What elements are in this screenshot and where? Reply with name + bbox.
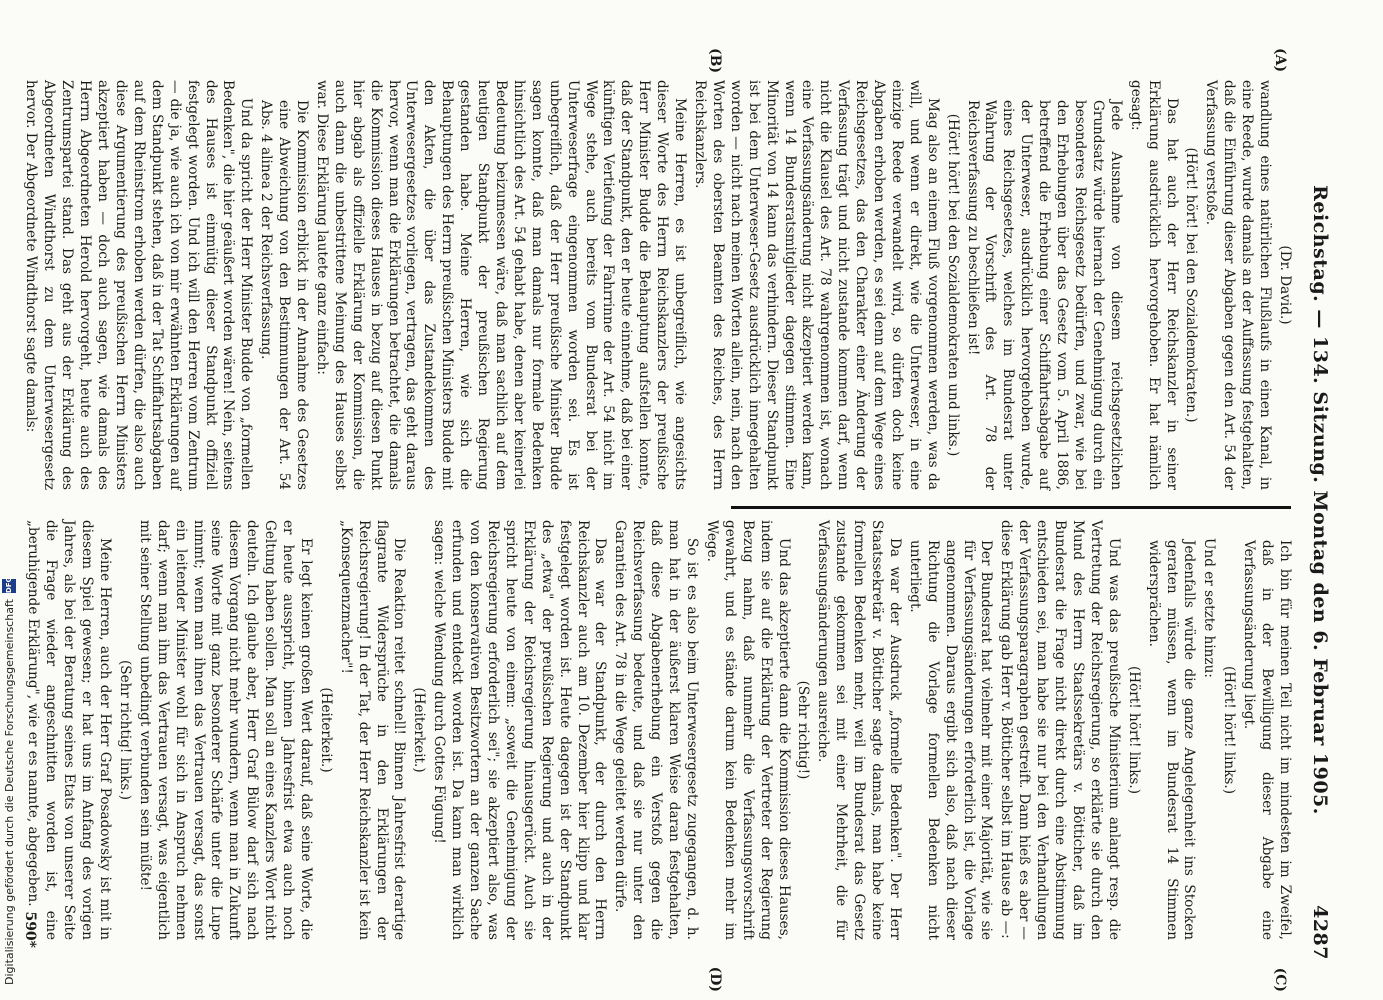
interjection: (Sehr richtig!) (795, 680, 812, 780)
paragraph: Meine Herren, es ist unbegreiflich, wie angesichts dieser Worte des Herrn Reichskanzlers der preußische Herr Minister Budde die Behauptung aufstellen konnte, daß der Standpunkt, den er heute einnehme, daß bei einer künftigen Vertiefung der Fahrrinne der Art. 54 nicht im Wege stehe, auch bereits vom Bundesrat bei der Unterweserfrage eingenommen worden sei. Es ist unbegreiflich, daß der Herr preußische Minister Budde sagen konnte, daß man damals nur formale Bedenken hinsichtlich des Art. 54 gehabt habe, denen aber keinerlei Bedeutung beizumessen wäre, daß man sachlich auf dem heutigen Standpunkt der preußischen Regierung gestanden habe. Meine Herren, wie sich die Behauptungen des Herrn preußischen Ministers Budde mit den Akten, die über das Zustandekommen des Unterwesergesetzes vorliegen, vertragen, das geht daraus hervor, wenn man die Erklärungen betrachtet, die damals die Kommission dieses Hauses in bezug auf diesen Punkt hier abgab als offizielle Erklärung der Kommission, die auch dann die unbestrittene Meinung des Hauses selbst war. Diese Erklärung lautete ganz einfach: (313, 80, 689, 490)
margin-mark-d: (D) (707, 966, 723, 992)
paragraph: Und da spricht der Herr Minister Budde von „formellen Bedenken", die hier geäußert worden wären! Nein, seitens des Hauses ist einmütig dieser Standpunkt offiziell festgelegt worden. Und ich will den Herren vom Zentrum — die ja, wie auch ich von mir erwähnten Erklärungen auf dem Standpunkt stehen, daß in der Tat Schiffahrtsabgaben auf dem Rheinstrom erhoben werden dürfen, die also auch diese Argumentierung des preußischen Herrn Ministers akzeptiert haben — doch auch sagen, wie damals des Herrn Abgeordneten Herold hervorgeht, heute auch des Zentrumspartei stand. Das geht aus der Erklärung des Abgeordneten Windthorst zu dem Unterwesergesetz hervor. Der Abgeordnete Windthorst sagte damals: (23, 80, 255, 490)
paragraph: Das hat auch der Herr Reichskanzler in seiner Erklärung ausdrücklich hervorgehoben. Er hat nämlich gesagt: (1127, 80, 1180, 490)
paragraph: Die Reaktion reitet schnell! Binnen Jahresfrist derartige flagrante Widersprüche in den Erklärungen der Reichsregierung! In der Tat, der Herr Reichskanzler ist kein „Konsequenzmacher"! (337, 520, 408, 940)
paragraph: Und er setzte hinzu: (1201, 538, 1218, 678)
paragraph: Das war der Standpunkt, der durch den Herrn Reichskanzler auch am 10. Dezember hier klipp und klar festgelegt worden ist. Heute dagegen ist der Standpunkt des „etwa" der preußischen Regierung und auch in der Erklärung der Reichsregierung hinausgerückt. Auch sie spricht heute von einem: „soweit die Genehmigung der Reichsregierung erforderlich sei"; sie akzeptiert also, was von den konservativen Besitzwortern an der ganzen Sache erfunden und entdeckt worden ist. Da kann man wirklich sagen: welche Wendung durch Gottes Fügung! (431, 520, 609, 940)
sheet-number: 590* (22, 911, 38, 948)
page-number: 4287 (1309, 905, 1331, 960)
paragraph: Mag also an einem Fluß vorgenommen werden, was da will, und wenn er direkt, wie die Unterweser, in eine einzige Reede verwandelt wird, so dürfen doch keine Abgaben erhoben werden, es sei denn auf dem Wege eines Reichsgesetzes, das den Charakter einer Änderung der Verfassung trägt und nicht zustande kommen darf, wenn nicht die Klausel des Art. 78 wahrgenommen ist, wonach eine Verfassungsänderung nicht akzeptiert werden kann, wenn 14 Bundesratsmitglieder dagegen stimmen. Eine Minorität von 14 kann das verhindern. Dieser Standpunkt ist bei dem Unterweser-Gesetz ausdrücklich innegehalten worden — nicht nach meinen Worten allein, nein, nach den Worten des obersten Beamten des Reiches, des Herrn Reichskanzlers. (692, 80, 941, 490)
interjection: (Hört! hört! links.) (1221, 665, 1238, 795)
quotation: Der Bundesrat hat vielmehr mit einer Majorität, wie sie für Verfassungsänderungen erforderlich ist, die Vorlage angenommen. Daraus ergibt sich also, daß nach dieser Richtung die Vorlage formellen Bedenken nicht unterliegt. (906, 540, 995, 940)
interjection: (Sehr richtig! links.) (116, 659, 133, 801)
header-title: Reichstag. — 134. Sitzung. Montag den 6. Februar 1905. (1309, 185, 1331, 815)
margin-mark-a: (A) (1272, 48, 1288, 73)
interjection: (Hört! hört! bei den Sozialdemokraten.) (1183, 147, 1200, 423)
left-column (23, 80, 1293, 490)
page-header (1301, 40, 1331, 960)
margin-mark-c: (C) (1272, 967, 1288, 992)
paragraph: Und das akzeptierte dann die Kommission dieses Hauses, indem sie auf die Erklärung der Vertreter der Regierung Bezug nahm, daß nunmehr die Verfassungsvorschrift gewahrt, und es stände darum kein Bedenken mehr im Wege. (703, 520, 792, 940)
margin-mark-b: (B) (707, 48, 723, 74)
interjection: (Heiterkeit.) (411, 687, 428, 773)
paragraph: Und was das preußische Ministerium anlangt resp. die Vertretung der Reichsregierung, so erklärte sie durch den Mund des Herrn Staatssekretärs v. Bötticher, daß im Bundesrat die Frage nicht direkt durch eine Abstimmung entschieden sei, man habe sie nur bei den Verhandlungen der Verfassungsparagraphen gestreift. Dann hieß es aber — diese Erklärung gab Herr v. Bötticher selbst im Hause ab —: (998, 520, 1122, 940)
speaker-label: (Dr. David.) (1277, 245, 1293, 325)
interjection: (Hört! hört! links.) (1125, 665, 1142, 795)
quotation: Ich bin für meinen Teil nicht im mindesten im Zweifel, daß in der Bewilligung dieser Abgabe eine Verfassungsänderung liegt. (1241, 540, 1293, 940)
quotation: Jede Ausnahme von diesem reichsgesetzlichen Grundsatz würde hiernach der Genehmigung durch ein besonderes Reichsgesetz bedürfen, und zwar, wie bei den Erhebungen über das Gesetz vom 5. April 1886, betreffend die Erhebung einer Schiffahrtsabgabe auf der Unterweser, ausdrücklich hervorgehoben wurde, eines Reichsgesetzes, welches im Bundesrat unter Wahrung der Vorschrift des Art. 78 der Reichsverfassung zu beschließen ist! (964, 100, 1124, 490)
credit-text: Digitalisierung gefördert durch die Deutsche Forschungsgemeinschaft (2, 599, 16, 985)
quotation: Die Kommission erblickt in der Annahme des Gesetzes eine Abweichung von den Bestimmungen der Art. 54 Abs. 4 alinea 2 der Reichsverfassung. (258, 100, 311, 490)
digitization-credit (2, 576, 16, 985)
column-rule (731, 506, 1291, 509)
dfg-logo-icon: DFG (2, 579, 16, 593)
paragraph: Meine Herren, auch der Herr Graf Posadowsky ist mit in diesem Spiel gewesen; er hat uns im Anfang des vorigen Jahres, als bei der Beratung seines Etats von unserer Seite die Frage wieder angeschnitten worden ist, eine „beruhigende Erklärung", wie er es nannte, abgegeben. (25, 520, 113, 940)
quotation: Jedenfalls würde die ganze Angelegenheit ins Stocken geraten müssen, wenn im Bundesrat 14 Stimmen widersprächen. (1145, 540, 1198, 940)
paragraph: So ist es also beim Unterwesergesetz zugegangen, d. h. man hat in der äußerst klaren Weise daran festgehalten, daß diese Abgabenerhebung ein Verstoß gegen die Reichsverfassung bedeute, und daß sie nur unter den Garantien des Art. 78 in die Wege geleitet werden dürfe. (612, 520, 700, 940)
paragraph: wandlung eines natürlichen Flußlaufs in einen Kanal, in eine Reede, wurde damals an der Auffassung festgehalten, daß die Einführung dieser Abgaben gegen den Art. 54 der Verfassung verstoße. (1203, 80, 1274, 490)
interjection: (Heiterkeit.) (317, 687, 334, 773)
paragraph: Da war der Ausdruck „formelle Bedenken". Der Herr Staatssekretär v. Bötticher sagte damals, man habe keine formellen Bedenken mehr, weil im Bundesrat das Gesetz zustande gekommen sei mit einer Mehrheit, die für Verfassungsänderungen ausreiche. (815, 520, 903, 940)
paragraph: Er legt keinen großen Wert darauf, daß seine Worte, die er heute ausspricht, binnen Jahresfrist etwa auch noch Geltung haben sollen. Man soll an eines Kanzlers Wort nicht deuteln. Ich glaube aber, Herr Graf Bülow darf sich nach diesem Vorgang nicht mehr wundern, wenn man in Zukunft seine Worte mit ganz besonderer Schärfe unter die Lupe nimmt; wenn man ihnen das Vertrauen versagt, das sonst ein leitender Minister wohl für sich in Anspruch nehmen darf; wenn man ihm das Vertrauen versagt, was eigentlich mit seiner Stellung unbedingt verbunden sein müßte! (136, 520, 314, 940)
interjection: (Hört! hört! bei den Sozialdemokraten und links.) (944, 113, 961, 457)
